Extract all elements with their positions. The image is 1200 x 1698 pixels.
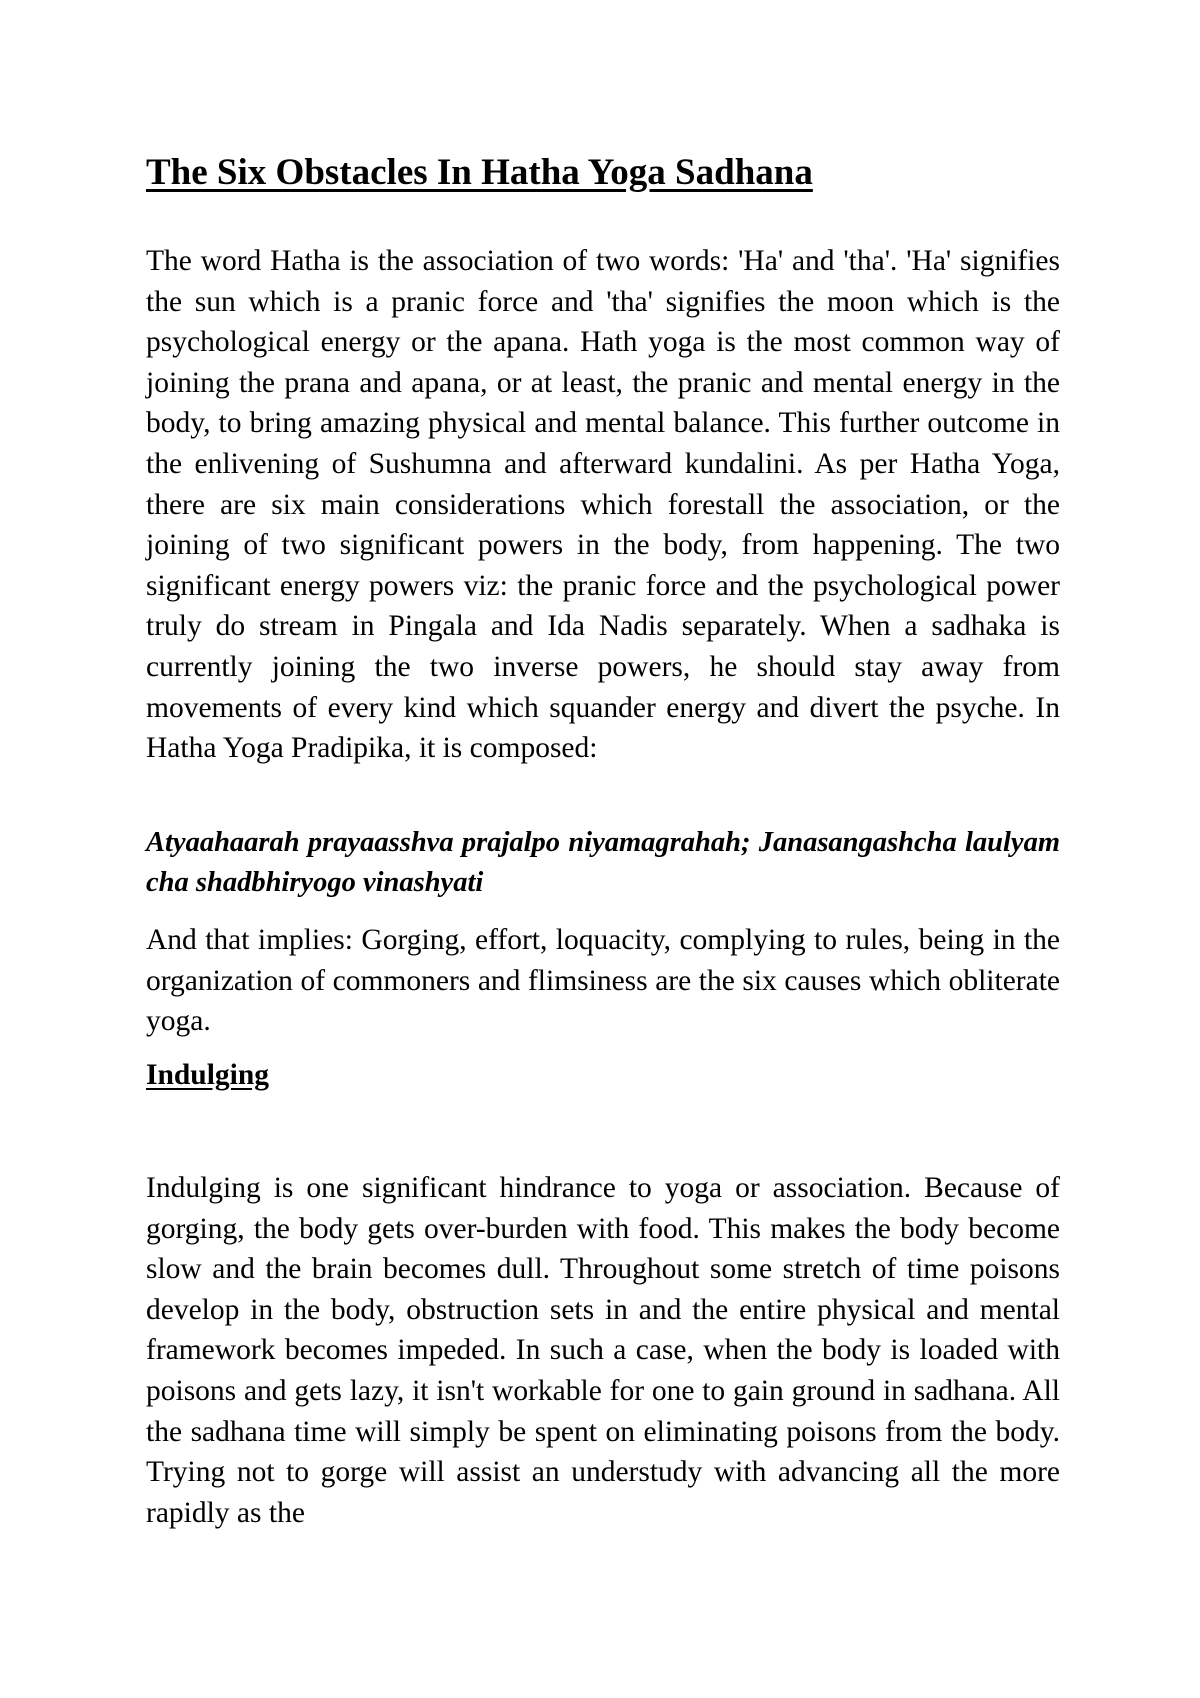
meaning-paragraph: And that implies: Gorging, effort, loquacity, complying to rules, being in the organization of commoners and flimsiness are the six causes which obliterate yoga. xyxy=(146,924,1060,1038)
sanskrit-verse: Atyaahaarah prayaasshva prajalpo niyamagrahah; Janasangashcha laulyam cha shadbhiryogo vinashyati xyxy=(146,827,1060,898)
section-paragraph: Indulging is one significant hindrance to yoga or association. Because of gorging, the body gets over-burden with food. This makes the body become slow and the brain becomes dull. Throughout some stretch of time poisons develop in the body, obstruction sets in and the entire physical and mental framework becomes impeded. In such a case, when the body is loaded with poisons and gets lazy, it isn't workable for one to gain ground in sadhana. All the sadhana time will simply be spent on eliminating poisons from the body. Trying not to gorge will assist an understudy with advancing all the more rapidly as the xyxy=(146,1172,1060,1529)
document-title: The Six Obstacles In Hatha Yoga Sadhana xyxy=(146,152,813,193)
section-heading: Indulging xyxy=(146,1059,269,1091)
intro-paragraph: The word Hatha is the association of two words: 'Ha' and 'tha'. 'Ha' signifies the sun which is a pranic force and 'tha' signifies the moon which is the psychological energy or the apana. Hath yoga is the most common way of joining the prana and apana, or at least, the pranic and mental energy in the body, to bring amazing physical and mental balance. This further outcome in the enlivening of Sushumna and afterward kundalini. As per Hatha Yoga, there are six main considerations which forestall the association, or the joining of two significant powers in the body, from happening. The two significant energy powers viz: the pranic force and the psychological power truly do stream in Pingala and Ida Nadis separately. When a sadhaka is currently joining the two inverse powers, he should stay away from movements of every kind which squander energy and divert the psyche. In Hatha Yoga Pradipika, it is composed: xyxy=(146,245,1060,765)
